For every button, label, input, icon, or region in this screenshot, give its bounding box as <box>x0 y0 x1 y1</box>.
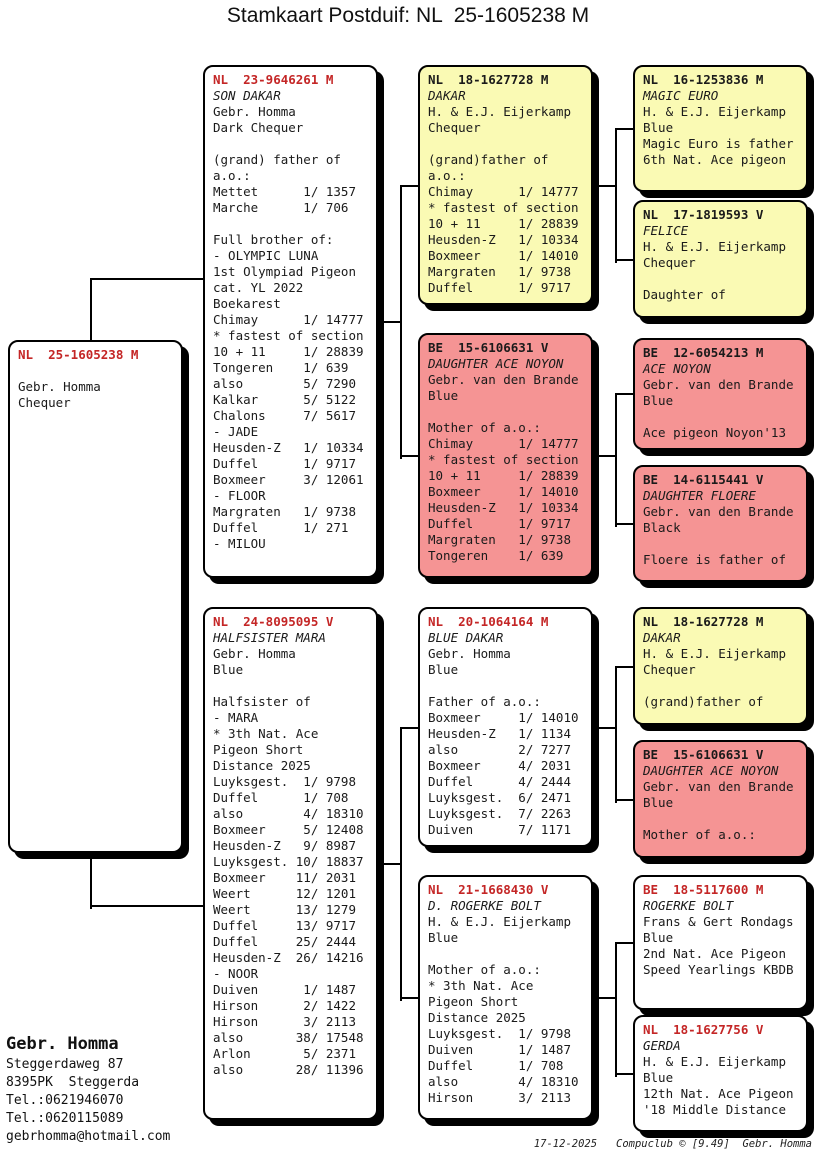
connector-line <box>615 666 633 668</box>
pedigree-box-ggf4-rogerke-bolt <box>633 875 808 1010</box>
text-line: Weert 13/ 1279 <box>213 902 356 917</box>
ring-number: NL 24-8095095 V <box>213 614 334 629</box>
text-line: Boxmeer 1/ 14010 <box>428 710 579 725</box>
text-line: Heusden-Z 1/ 10334 <box>428 500 579 515</box>
connector-line <box>615 259 633 261</box>
pedigree-box-grandmother-maternal <box>418 875 593 1120</box>
connector-line <box>593 185 615 187</box>
pigeon-name: BLUE DAKAR <box>428 630 504 645</box>
pigeon-name: SON DAKAR <box>213 88 281 103</box>
text-line <box>643 678 798 694</box>
connector-line <box>615 942 617 1077</box>
pigeon-details <box>643 914 798 978</box>
text-line: Halfsister of <box>213 694 311 709</box>
pedigree-box-ggm2-daughter-floere <box>633 465 808 582</box>
text-line <box>213 678 368 694</box>
owner-name: Gebr. Homma <box>6 1034 119 1054</box>
ring-number: NL 18-1627728 M <box>643 614 764 629</box>
pedigree-box-ggf1-magic-euro <box>633 65 808 192</box>
page-title: Stamkaart Postduif: NL 25-1605238 M <box>226 4 590 27</box>
text-line: Duffel 25/ 2444 <box>213 934 356 949</box>
text-line: Duffel 1/ 271 <box>213 520 349 535</box>
text-line <box>213 136 368 152</box>
text-line: Margraten 1/ 9738 <box>428 532 571 547</box>
text-line: Weert 12/ 1201 <box>213 886 356 901</box>
text-line: Hirson 2/ 1422 <box>213 998 356 1013</box>
pedigree-box-ggm4-gerda <box>633 1015 808 1132</box>
text-line: gebrhomma@hotmail.com <box>6 1129 171 1144</box>
text-line: H. & E.J. Eijerkamp <box>643 646 786 661</box>
text-line: Gebr. van den Brande <box>643 377 794 392</box>
text-line: Mother of a.o.: <box>428 962 541 977</box>
text-line: H. & E.J. Eijerkamp <box>428 104 571 119</box>
pigeon-name: FELICE <box>643 223 689 238</box>
text-line: Blue <box>428 388 459 403</box>
ring-number: BE 12-6054213 M <box>643 345 764 360</box>
text-line: Chimay 1/ 14777 <box>428 184 579 199</box>
pigeon-name: HALFSISTER MARA <box>213 630 326 645</box>
text-line: Gebr. Homma <box>213 646 296 661</box>
text-line <box>643 536 798 552</box>
pigeon-name: ACE NOYON <box>643 361 711 376</box>
text-line: Blue <box>213 662 244 677</box>
pedigree-box-ggf3-dakar <box>633 607 808 725</box>
ring-number: BE 15-6106631 V <box>643 747 764 762</box>
pigeon-name: D. ROGERKE BOLT <box>428 898 541 913</box>
text-line: Daughter of <box>643 287 726 302</box>
connector-line <box>615 942 633 944</box>
text-line: Gebr. Homma <box>213 104 296 119</box>
text-line: Blue <box>643 930 674 945</box>
text-line: Mother of a.o.: <box>428 420 541 435</box>
pigeon-details <box>643 779 798 843</box>
text-line: Heusden-Z 1/ 10334 <box>213 440 364 455</box>
text-line: Luyksgest. 7/ 2263 <box>428 806 571 821</box>
ring-number: BE 14-6115441 V <box>643 472 764 487</box>
text-line: a.o.: <box>428 168 466 183</box>
text-line: Gebr. van den Brande <box>428 372 579 387</box>
connector-line <box>615 393 633 395</box>
text-line: 1st Olympiad Pigeon <box>213 264 356 279</box>
text-line: Duiven 1/ 1487 <box>428 1042 571 1057</box>
pigeon-details <box>428 104 583 296</box>
pedigree-box-grandmother-paternal <box>418 333 593 578</box>
connector-line <box>400 185 402 459</box>
text-line: 6th Nat. Ace pigeon <box>643 152 786 167</box>
text-line: Chimay 1/ 14777 <box>213 312 364 327</box>
text-line: Blue <box>643 393 674 408</box>
pigeon-details <box>643 1054 798 1118</box>
text-line: also 38/ 17548 <box>213 1030 364 1045</box>
text-line: Duffel 1/ 708 <box>213 790 349 805</box>
text-line: also 5/ 7290 <box>213 376 356 391</box>
pigeon-name <box>18 363 173 379</box>
text-line: 8395PK Steggerda <box>6 1075 140 1090</box>
connector-line <box>400 727 418 729</box>
text-line: Luyksgest. 6/ 2471 <box>428 790 571 805</box>
text-line: Boxmeer 5/ 12408 <box>213 822 364 837</box>
ring-number: NL 25-1605238 M <box>18 347 139 362</box>
pigeon-details <box>643 239 798 303</box>
pigeon-details <box>18 379 173 411</box>
text-line: 12th Nat. Ace Pigeon <box>643 1086 794 1101</box>
text-line: a.o.: <box>213 168 251 183</box>
pigeon-name: DAUGHTER ACE NOYON <box>643 763 779 778</box>
connector-line <box>593 455 615 457</box>
connector-line <box>615 523 633 525</box>
text-line: Duffel 1/ 9717 <box>428 280 571 295</box>
ring-number: BE 15-6106631 V <box>428 340 549 355</box>
text-line: Gebr. van den Brande <box>643 504 794 519</box>
text-line: Hirson 3/ 2113 <box>213 1014 356 1029</box>
text-line: Chequer <box>428 120 481 135</box>
pigeon-details <box>428 914 583 1106</box>
text-line: Distance 2025 <box>428 1010 526 1025</box>
text-line: Boxmeer 1/ 14010 <box>428 484 579 499</box>
text-line: Chalons 7/ 5617 <box>213 408 356 423</box>
text-line: Hirson 3/ 2113 <box>428 1090 571 1105</box>
text-line: Steggerdaweg 87 <box>6 1057 124 1072</box>
text-line: also 28/ 11396 <box>213 1062 364 1077</box>
text-line: Frans & Gert Rondags <box>643 914 794 929</box>
ring-number: NL 21-1668430 V <box>428 882 549 897</box>
footer-credit: 17-12-2025 Compuclub © [9.49] Gebr. Homma <box>533 1138 812 1150</box>
text-line: H. & E.J. Eijerkamp <box>428 914 571 929</box>
text-line <box>428 136 583 152</box>
text-line: Pigeon Short <box>428 994 519 1009</box>
text-line: Tongeren 1/ 639 <box>213 360 349 375</box>
text-line: Heusden-Z 1/ 1134 <box>428 726 571 741</box>
text-line: Gebr. Homma <box>428 646 511 661</box>
text-line: Luyksgest. 1/ 9798 <box>213 774 356 789</box>
text-line: (grand)father of <box>428 152 549 167</box>
text-line: - MILOU <box>213 536 266 551</box>
text-line: * 3th Nat. Ace <box>213 726 319 741</box>
text-line: Duffel 13/ 9717 <box>213 918 356 933</box>
connector-line <box>378 321 400 323</box>
text-line: Boekarest <box>213 296 281 311</box>
text-line: Boxmeer 11/ 2031 <box>213 870 356 885</box>
text-line: 10 + 11 1/ 28839 <box>428 468 579 483</box>
text-line: Arlon 5/ 2371 <box>213 1046 356 1061</box>
text-line: * fastest of section <box>213 328 364 343</box>
text-line: Duffel 1/ 9717 <box>213 456 356 471</box>
text-line: Duffel 1/ 708 <box>428 1058 564 1073</box>
text-line: Blue <box>428 930 459 945</box>
text-line: Marche 1/ 706 <box>213 200 349 215</box>
text-line: H. & E.J. Eijerkamp <box>643 239 786 254</box>
text-line <box>428 404 583 420</box>
text-line: Boxmeer 1/ 14010 <box>428 248 579 263</box>
text-line: * 3th Nat. Ace <box>428 978 534 993</box>
pigeon-details <box>213 646 368 1078</box>
pigeon-name: GERDA <box>643 1038 681 1053</box>
pigeon-details <box>643 104 798 168</box>
text-line: Magic Euro is father <box>643 136 794 151</box>
text-line: Blue <box>643 120 674 135</box>
text-line: Speed Yearlings KBDB <box>643 962 794 977</box>
text-line: Tongeren 1/ 639 <box>428 548 564 563</box>
pedigree-box-grandfather-paternal <box>418 65 593 305</box>
ring-number: NL 18-1627728 M <box>428 72 549 87</box>
text-line: H. & E.J. Eijerkamp <box>643 1054 786 1069</box>
text-line: also 2/ 7277 <box>428 742 571 757</box>
text-line: Full brother of: <box>213 232 334 247</box>
pigeon-name: DAKAR <box>643 630 681 645</box>
connector-line <box>400 727 402 1001</box>
ring-number: NL 17-1819593 V <box>643 207 764 222</box>
text-line: * fastest of section <box>428 452 579 467</box>
text-line: Ace pigeon Noyon'13 <box>643 425 786 440</box>
connector-line <box>615 128 617 263</box>
text-line: Heusden-Z 1/ 10334 <box>428 232 579 247</box>
text-line: Gebr. Homma <box>18 379 101 394</box>
text-line: Blue <box>428 662 459 677</box>
text-line: Duffel 1/ 9717 <box>428 516 571 531</box>
text-line: - NOOR <box>213 966 259 981</box>
connector-line <box>400 185 418 187</box>
text-line: Father of a.o.: <box>428 694 541 709</box>
pigeon-name: DAUGHTER FLOERE <box>643 488 756 503</box>
connector-line <box>615 1073 633 1075</box>
text-line: cat. YL 2022 <box>213 280 304 295</box>
pedigree-box-father <box>203 65 378 578</box>
connector-line <box>593 727 615 729</box>
pigeon-details <box>428 646 583 838</box>
owner-address <box>6 1056 170 1146</box>
pedigree-box-subject <box>8 340 183 853</box>
text-line <box>428 678 583 694</box>
text-line: - FLOOR <box>213 488 266 503</box>
connector-line <box>90 905 203 907</box>
text-line: Margraten 1/ 9738 <box>428 264 571 279</box>
text-line: Tel.:0621946070 <box>6 1093 124 1108</box>
ring-number: BE 18-5117600 M <box>643 882 764 897</box>
text-line: Chequer <box>18 395 71 410</box>
connector-line <box>615 128 633 130</box>
text-line: Luyksgest. 1/ 9798 <box>428 1026 571 1041</box>
pigeon-details <box>428 372 583 564</box>
pedigree-box-ggf2-ace-noyon <box>633 338 808 450</box>
text-line: 10 + 11 1/ 28839 <box>213 344 364 359</box>
pigeon-details <box>643 377 798 441</box>
text-line <box>213 216 368 232</box>
text-line: Pigeon Short <box>213 742 304 757</box>
connector-line <box>593 997 615 999</box>
text-line: - MARA <box>213 710 259 725</box>
text-line: Margraten 1/ 9738 <box>213 504 356 519</box>
connector-line <box>378 863 400 865</box>
pedigree-box-grandfather-maternal <box>418 607 593 847</box>
connector-line <box>615 666 617 803</box>
text-line: also 4/ 18310 <box>428 1074 579 1089</box>
text-line: Dark Chequer <box>213 120 304 135</box>
text-line: also 4/ 18310 <box>213 806 364 821</box>
text-line: Blue <box>643 1070 674 1085</box>
text-line: 10 + 11 1/ 28839 <box>428 216 579 231</box>
pigeon-name: DAKAR <box>428 88 466 103</box>
connector-line <box>615 393 617 527</box>
text-line: Heusden-Z 9/ 8987 <box>213 838 356 853</box>
text-line: Gebr. van den Brande <box>643 779 794 794</box>
text-line: Luyksgest. 10/ 18837 <box>213 854 364 869</box>
pedigree-box-ggm3-daughter-ace-noyon <box>633 740 808 858</box>
text-line: Heusden-Z 26/ 14216 <box>213 950 364 965</box>
text-line: Blue <box>643 795 674 810</box>
text-line: Chequer <box>643 255 696 270</box>
connector-line <box>400 997 418 999</box>
ring-number: NL 16-1253836 M <box>643 72 764 87</box>
text-line: Boxmeer 3/ 12061 <box>213 472 364 487</box>
text-line: - OLYMPIC LUNA <box>213 248 319 263</box>
text-line <box>643 271 798 287</box>
text-line: Tel.:0620115089 <box>6 1111 124 1126</box>
text-line: Duiven 1/ 1487 <box>213 982 356 997</box>
text-line <box>643 811 798 827</box>
text-line: - JADE <box>213 424 259 439</box>
pigeon-name: DAUGHTER ACE NOYON <box>428 356 564 371</box>
text-line: H. & E.J. Eijerkamp <box>643 104 786 119</box>
text-line: Duiven 7/ 1171 <box>428 822 571 837</box>
ring-number: NL 23-9646261 M <box>213 72 334 87</box>
text-line: Kalkar 5/ 5122 <box>213 392 356 407</box>
text-line: Distance 2025 <box>213 758 311 773</box>
connector-line <box>90 853 92 909</box>
text-line: * fastest of section <box>428 200 579 215</box>
pedigree-box-mother <box>203 607 378 1120</box>
text-line: 2nd Nat. Ace Pigeon <box>643 946 786 961</box>
connector-line <box>90 278 203 280</box>
pigeon-details <box>213 104 368 552</box>
owner-info <box>6 1032 170 1146</box>
text-line: Duffel 4/ 2444 <box>428 774 571 789</box>
text-line: Mettet 1/ 1357 <box>213 184 356 199</box>
text-line: Chimay 1/ 14777 <box>428 436 579 451</box>
connector-line <box>615 799 633 801</box>
pigeon-details <box>643 646 798 710</box>
connector-line <box>90 278 92 342</box>
pedigree-box-ggm1-felice <box>633 200 808 318</box>
ring-number: NL 18-1627756 V <box>643 1022 764 1037</box>
connector-line <box>400 455 418 457</box>
text-line: Boxmeer 4/ 2031 <box>428 758 571 773</box>
text-line: '18 Middle Distance <box>643 1102 786 1117</box>
text-line: Mother of a.o.: <box>643 827 756 842</box>
text-line <box>428 946 583 962</box>
text-line <box>643 409 798 425</box>
pigeon-details <box>643 504 798 568</box>
text-line: Chequer <box>643 662 696 677</box>
pigeon-name: MAGIC EURO <box>643 88 719 103</box>
text-line: (grand)father of <box>643 694 764 709</box>
text-line: Floere is father of <box>643 552 786 567</box>
ring-number: NL 20-1064164 M <box>428 614 549 629</box>
text-line: (grand) father of <box>213 152 341 167</box>
pigeon-name: ROGERKE BOLT <box>643 898 734 913</box>
text-line: Black <box>643 520 681 535</box>
